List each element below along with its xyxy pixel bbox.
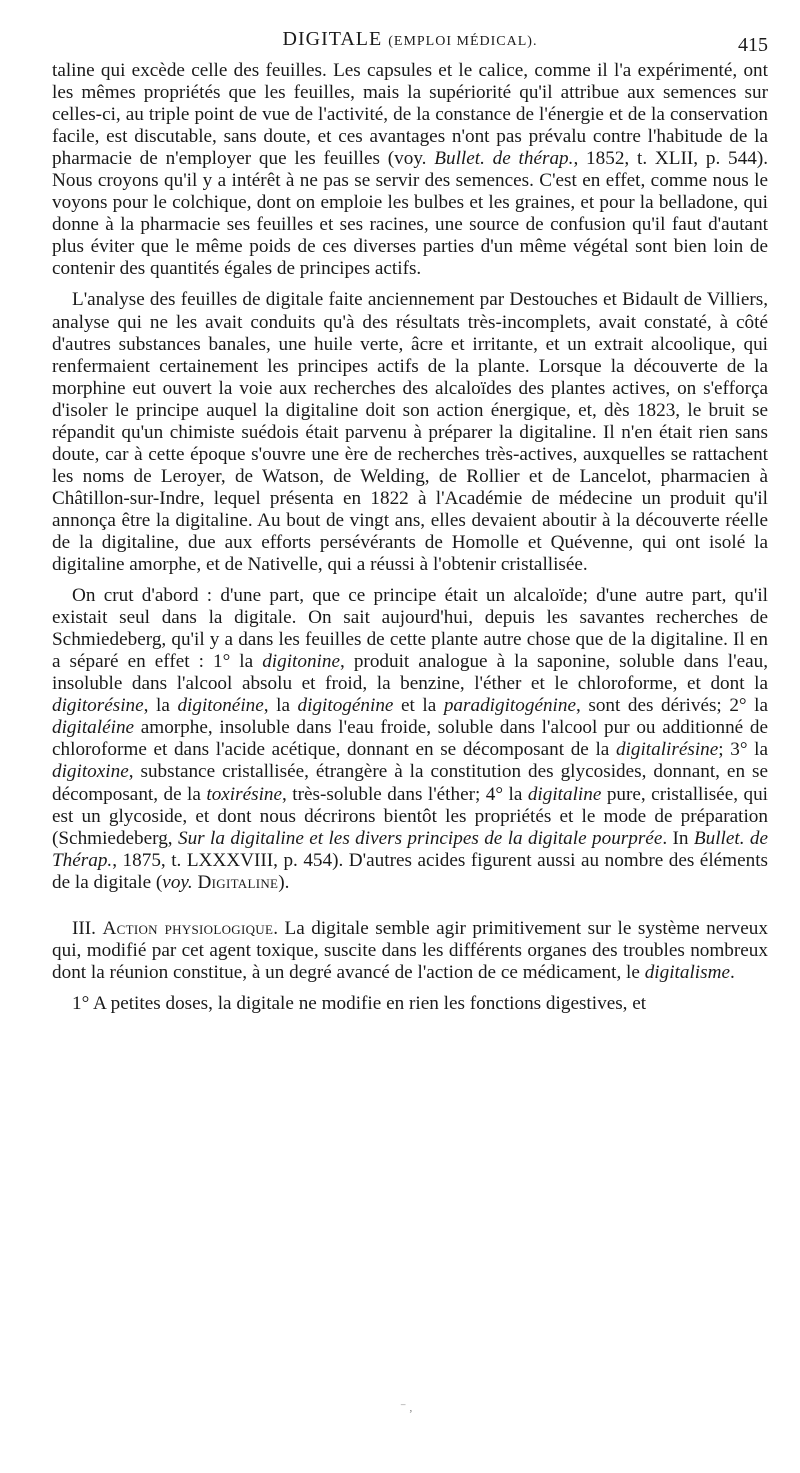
small-caps-text: Action physiologique [102,917,274,939]
text-run: L'analyse des feuilles de digitale faite anciennement par Destouches et Bidault de Villiers, analyse qui ne les avait conduits qu'à des résultats très-incomplets, avait constaté, à côté d'autres substances banales, une huile verte, âcre et irritante, et un extrait alcoolique, qui renfermaient certainement les principes actifs de la plante. Lorsque la découverte de la morphine eut ouvert la voie aux recherches des alcaloïdes des plantes actives, on s'efforça d'isoler le principe auquel la digitaline doit son action énergique, et, dès 1823, le bruit se répandit qu'un chimiste suédois était parvenu à préparer la digitaline. Il n'en était rien sans doute, car à cette époque s'ouvre une ère de recherches très-actives, auxquelles se rattachent les noms de Leroyer, de Watson, de Welding, de Rollier et de Lancelot, pharmacien à Châtillon-sur-Indre, lequel présenta en 1822 à l'Académie de médecine un produit qu'il annonça être la digitaline. Au bout de vingt ans, elles devaient aboutir à la découverte réelle de la digitaline, due aux efforts persévérants de Homolle et Quévenne, qui ont isolé la digitaline amorphe, et de Nativelle, qui a réussi à l'obtenir cristallisée. [52,289,768,576]
italic-text: digitaléine [52,717,135,739]
italic-text: digitaline [527,783,602,805]
running-title [52,28,768,51]
running-title-sub: (EMPLOI MÉDICAL). [388,34,538,49]
small-caps-text: Digitaline [197,871,279,893]
italic-text: digitorésine [52,695,144,717]
page-header [52,28,768,58]
text-run: , 1875, t. LXXXVIII, p. 454). D'autres acides figurent aussi au nombre des éléments de la digitale ( [52,849,768,893]
paragraph-p2 [52,289,768,576]
text-run: taline qui excède celle des feuilles. Les capsules et le calice, comme il l'a expérimenté, ont les mêmes propriétés que les feuilles, mais la supériorité qu'il attribue aux semences sur celles-ci, au triple point de vue de l'activité, de la constance de l'énergie et de la conservation facile, est discutable, sans doute, et ces avantages n'ont pas prévalu contre l'habitude de la pharmacie de n'employer que les feuilles (voy. [52,60,768,170]
text-run: , la [263,695,298,717]
page-number: 415 [738,34,768,56]
text-run: III. [72,917,103,939]
italic-text: Bullet. de Thérap. [52,827,768,871]
italic-text: digitalisme [644,961,730,983]
text-run: , substance cristallisée, étrangère à la constitution des glycosides, donnant, en se décomposant, de la [52,761,768,805]
paragraph-p3 [52,585,768,894]
text-run: amorphe, insoluble dans l'eau froide, soluble dans l'alcool pur ou additionné de chloroforme et dans l'acide acétique, donnant en se décomposant de la [52,717,768,761]
text-run: 1° A petites doses, la digitale ne modifie en rien les fonctions digestives, et [72,992,647,1014]
text-run: . In [662,827,694,849]
text-run: , la [143,695,178,717]
paragraph-p5 [52,993,768,1015]
paragraph-p1 [52,60,768,280]
italic-text: Bullet. de thérap. [434,148,574,170]
body-text [52,60,768,1015]
text-run: . La digitale semble agir primitivement sur le système nerveux qui, modifié par cet agent toxique, suscite dans les différents organes des troubles nombreux dont la réunion constitue, à un degré avancé de l'action de ce médicament, le [52,917,768,983]
text-run: ). [278,871,290,893]
italic-text: digitonine [262,651,340,673]
italic-text: paradigitogénine [443,695,576,717]
italic-text: Sur la digitaline et les divers principes de la digitale pourprée [177,827,663,849]
italic-text: digitonéine [177,695,264,717]
running-title-main: DIGITALE [282,28,383,50]
text-run: , produit analogue à la saponine, soluble dans l'eau, insoluble dans l'alcool absolu et froid, la benzine, l'éther et le chloroforme, et dont la [52,651,769,695]
italic-text: voy. [162,871,193,893]
text-run: , 1852, t. XLII, p. 544). Nous croyons qu'il y a intérêt à ne pas se servir des semences. C'est en effet, comme nous le voyons pour le colchique, dont on emploie les bulbes et les graines, et pour la belladone, qui donne à la pharmacie ses feuilles et ses racines, une source de confusion qu'il faut d'autant plus éviter que le même poids de ces diverses parties d'un même végétal sont bien loin de contenir des quantités égales de principes actifs. [52,148,769,280]
italic-text: digitoxine [52,761,129,783]
italic-text: toxirésine [206,783,283,805]
paragraph-p4 [52,918,768,984]
text-run: . [729,961,735,983]
text-run: On crut d'abord : d'une part, que ce principe était un alcaloïde; d'une autre part, qu'il existait seul dans la digitale. On sait aujourd'hui, depuis les savantes recherches de Schmiedeberg, qu'il y a dans les feuilles de cette plante autre chose que de la digitaline. Il en a séparé en effet : 1° la [52,585,768,673]
italic-text: digitalirésine [615,739,719,761]
italic-text: digitogénine [297,695,394,717]
page-marks: ⁻ , [400,1400,413,1414]
text-run: et la [393,695,444,717]
text-run: pure, cristallisée, qui est un glycoside, et dont nous décrirons bientôt les propriétés et le mode de préparation (Schmiedeberg, [52,783,768,849]
text-run: , sont des dérivés; 2° la [576,695,768,717]
text-run: ; 3° la [718,739,768,761]
text-run: , très-soluble dans l'éther; 4° la [282,783,528,805]
